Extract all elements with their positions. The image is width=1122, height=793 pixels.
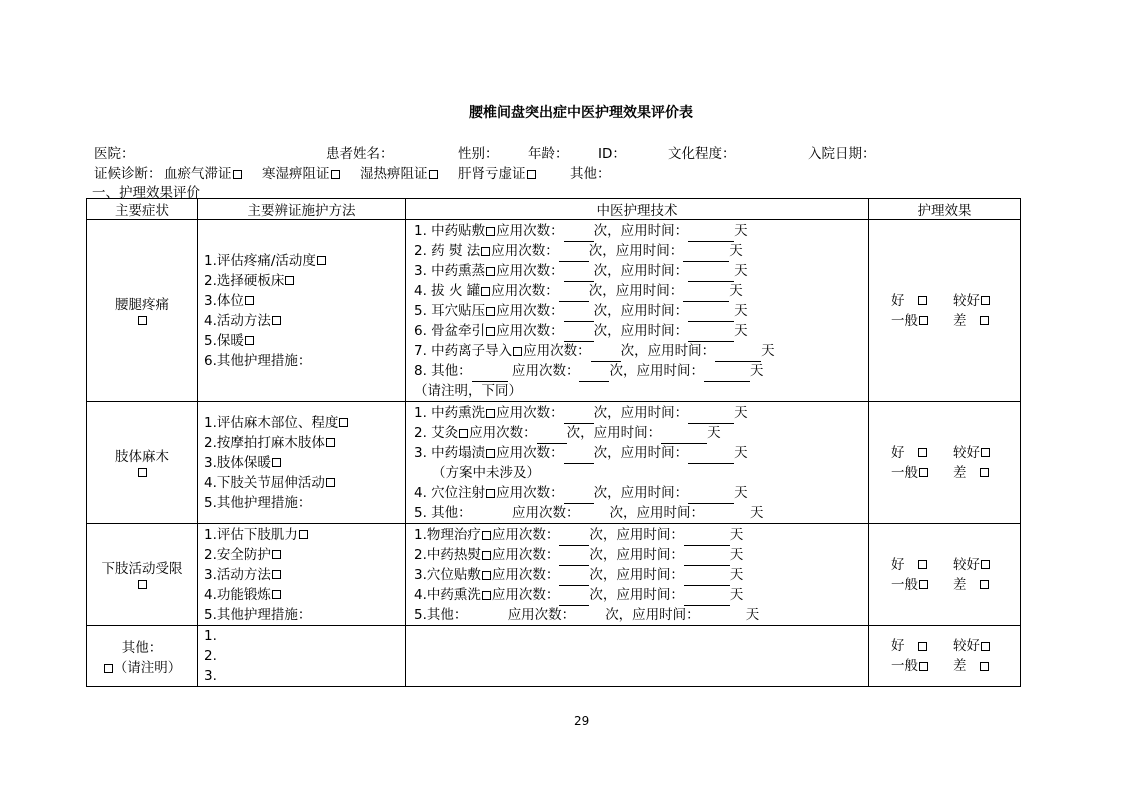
fill-in-blank[interactable] bbox=[575, 605, 605, 626]
count-label: 应用次数： bbox=[496, 223, 564, 239]
fill-in-blank[interactable] bbox=[564, 221, 594, 242]
method-label: 6.其他护理措施： bbox=[204, 352, 312, 369]
evaluation-table bbox=[86, 198, 1021, 687]
effect-poor-checkbox[interactable] bbox=[980, 468, 989, 477]
header-symptom: 主要症状 bbox=[87, 199, 198, 220]
method-label: 4.下肢关节屈伸活动 bbox=[204, 474, 325, 491]
effect-better-label: 较好 bbox=[953, 638, 980, 654]
effect-better-label: 较好 bbox=[953, 556, 980, 573]
fill-in-blank[interactable] bbox=[688, 443, 734, 464]
technique-checkbox[interactable] bbox=[486, 327, 495, 336]
techniques-cell bbox=[406, 626, 869, 687]
symptom-cell bbox=[87, 524, 198, 626]
effect-poor-label: 差 bbox=[953, 658, 967, 674]
day-label: 天 bbox=[729, 243, 743, 259]
effect-poor-checkbox[interactable] bbox=[980, 316, 989, 325]
fill-in-blank[interactable] bbox=[564, 403, 594, 424]
time-label: 次，应用时间： bbox=[588, 243, 684, 259]
count-label: 应用次数： bbox=[491, 567, 560, 583]
effect-cell bbox=[869, 402, 1021, 524]
checkbox-icon bbox=[331, 170, 340, 179]
effect-row bbox=[891, 291, 1020, 311]
count-label: 应用次数： bbox=[491, 283, 559, 299]
time-label: 次，应用时间： bbox=[589, 547, 684, 563]
patient-name-label: 患者姓名： bbox=[326, 146, 394, 162]
time-label: 次，应用时间： bbox=[593, 263, 689, 279]
technique-label: 2.中药热熨 bbox=[414, 547, 481, 563]
method-item bbox=[204, 585, 405, 605]
count-label: 应用次数： bbox=[491, 547, 560, 563]
time-label: 次，应用时间： bbox=[589, 587, 684, 603]
diagnosis-other-label: 其他： bbox=[570, 166, 611, 182]
technique-label: 3. 中药塌渍 bbox=[414, 445, 486, 461]
day-label: 天 bbox=[761, 343, 775, 359]
table-row bbox=[87, 220, 1021, 402]
time-label: 次，应用时间： bbox=[589, 567, 684, 583]
fill-in-blank[interactable] bbox=[661, 423, 707, 444]
fill-in-blank[interactable] bbox=[684, 525, 730, 546]
method-item bbox=[204, 311, 405, 331]
time-label: 次，应用时间： bbox=[588, 283, 684, 299]
checkbox-icon bbox=[233, 170, 242, 179]
technique-note: （方案中未涉及） bbox=[432, 465, 540, 481]
effect-better-label: 较好 bbox=[953, 444, 980, 461]
technique-label: 5. 其他： bbox=[414, 505, 472, 521]
method-item bbox=[204, 291, 405, 311]
fill-in-blank[interactable] bbox=[559, 525, 589, 546]
method-checkbox[interactable] bbox=[339, 418, 348, 427]
symptom-checkbox[interactable] bbox=[104, 664, 113, 673]
table-header-row bbox=[87, 199, 1021, 220]
technique-item bbox=[414, 565, 868, 585]
method-item bbox=[204, 646, 405, 666]
effect-better-label: 较好 bbox=[953, 292, 980, 309]
method-checkbox[interactable] bbox=[272, 458, 281, 467]
time-label: 次，应用时间： bbox=[593, 445, 689, 461]
count-label: 应用次数： bbox=[496, 263, 564, 279]
method-label: 3.活动方法 bbox=[204, 566, 271, 583]
fill-in-blank[interactable] bbox=[537, 423, 567, 444]
count-label: 应用次数： bbox=[523, 343, 591, 359]
day-label: 天 bbox=[734, 263, 748, 279]
fill-in-blank[interactable] bbox=[564, 301, 594, 322]
techniques-cell bbox=[406, 402, 869, 524]
fill-in-blank[interactable] bbox=[591, 341, 621, 362]
day-label: 天 bbox=[729, 283, 743, 299]
effect-poor-checkbox[interactable] bbox=[980, 662, 989, 671]
technique-label: 7. 中药离子导入 bbox=[414, 343, 513, 359]
effect-fair-label: 一般 bbox=[891, 658, 918, 674]
diagnosis-option-4[interactable]: 肝肾亏虚证 bbox=[458, 162, 537, 182]
technique-checkbox[interactable] bbox=[486, 409, 495, 418]
fill-in-blank[interactable] bbox=[684, 565, 730, 586]
effect-good-label: 好 bbox=[891, 444, 905, 461]
fill-in-blank[interactable] bbox=[704, 503, 750, 524]
effect-good-checkbox[interactable] bbox=[918, 296, 927, 305]
fill-in-blank[interactable] bbox=[688, 221, 734, 242]
technique-checkbox[interactable] bbox=[482, 551, 491, 560]
technique-checkbox[interactable] bbox=[486, 267, 495, 276]
technique-note: （请注明，下同） bbox=[414, 383, 522, 399]
method-item bbox=[204, 545, 405, 565]
method-item bbox=[204, 331, 405, 351]
fill-in-blank[interactable] bbox=[715, 341, 761, 362]
effect-fair-checkbox[interactable] bbox=[919, 580, 928, 589]
age-label: 年龄： bbox=[528, 146, 569, 162]
checkbox-icon bbox=[527, 170, 536, 179]
admission-date-label: 入院日期： bbox=[808, 146, 876, 162]
technique-label: 1. 中药贴敷 bbox=[414, 223, 486, 239]
technique-label: 3.穴位贴敷 bbox=[414, 567, 481, 583]
table-row bbox=[87, 626, 1021, 687]
time-label: 次，应用时间： bbox=[620, 343, 716, 359]
fill-in-blank[interactable] bbox=[472, 361, 508, 382]
technique-item bbox=[414, 361, 868, 381]
diagnosis-option-3[interactable]: 湿热痹阻证 bbox=[360, 162, 439, 182]
technique-item bbox=[414, 281, 868, 301]
method-item bbox=[204, 251, 405, 271]
method-label: 4.功能锻炼 bbox=[204, 586, 271, 603]
time-label: 次，应用时间： bbox=[593, 405, 689, 421]
effect-fair-label: 一般 bbox=[891, 576, 918, 593]
methods-cell bbox=[198, 524, 406, 626]
fill-in-blank[interactable] bbox=[564, 261, 594, 282]
day-label: 天 bbox=[745, 607, 760, 623]
effect-good-checkbox[interactable] bbox=[918, 448, 927, 457]
fill-in-blank[interactable] bbox=[688, 301, 734, 322]
method-checkbox[interactable] bbox=[326, 478, 335, 487]
symptom-cell bbox=[87, 402, 198, 524]
method-label: 2. bbox=[204, 648, 217, 664]
effect-poor-label: 差 bbox=[953, 312, 967, 329]
time-label: 次，应用时间： bbox=[593, 485, 689, 501]
education-label: 文化程度： bbox=[668, 146, 736, 162]
effect-fair-checkbox[interactable] bbox=[919, 662, 928, 671]
technique-label: 3. 中药熏蒸 bbox=[414, 263, 486, 279]
fill-in-blank[interactable] bbox=[683, 281, 729, 302]
method-item bbox=[204, 351, 405, 371]
method-label: 2.按摩拍打麻木肢体 bbox=[204, 434, 325, 451]
checkbox-icon bbox=[429, 170, 438, 179]
effect-poor-checkbox[interactable] bbox=[980, 580, 989, 589]
technique-label: 4. 穴位注射 bbox=[414, 485, 486, 501]
fill-in-blank[interactable] bbox=[559, 545, 589, 566]
technique-label: 5. 耳穴贴压 bbox=[414, 303, 486, 319]
symptom-cell bbox=[87, 220, 198, 402]
day-label: 天 bbox=[729, 527, 744, 543]
fill-in-blank[interactable] bbox=[688, 321, 734, 342]
fill-in-blank[interactable] bbox=[559, 565, 589, 586]
techniques-cell bbox=[406, 524, 869, 626]
technique-checkbox[interactable] bbox=[482, 531, 491, 540]
technique-checkbox[interactable] bbox=[482, 571, 491, 580]
effect-row bbox=[891, 636, 1020, 656]
method-item bbox=[204, 413, 405, 433]
effect-poor-label: 差 bbox=[953, 464, 967, 481]
fill-in-blank[interactable] bbox=[467, 605, 503, 626]
diagnosis-label: 证候诊断： bbox=[94, 166, 162, 182]
technique-item bbox=[414, 605, 868, 625]
header-effect: 护理效果 bbox=[869, 199, 1021, 220]
technique-checkbox[interactable] bbox=[482, 591, 491, 600]
technique-item bbox=[414, 261, 868, 281]
header-techniques: 中医护理技术 bbox=[406, 199, 869, 220]
method-item bbox=[204, 525, 405, 545]
day-label: 天 bbox=[734, 405, 748, 421]
method-label: 1.评估疼痛/活动度 bbox=[204, 252, 316, 269]
technique-label: 1.物理治疗 bbox=[414, 527, 481, 543]
technique-item bbox=[414, 525, 868, 545]
effect-better-checkbox[interactable] bbox=[981, 448, 990, 457]
technique-item bbox=[414, 443, 868, 463]
method-label: 2.选择硬板床 bbox=[204, 272, 285, 289]
technique-item bbox=[414, 423, 868, 443]
time-label: 次，应用时间： bbox=[589, 527, 684, 543]
effect-fair-label: 一般 bbox=[891, 312, 918, 329]
count-label: 应用次数： bbox=[469, 425, 537, 441]
effect-good-label: 好 bbox=[891, 556, 905, 573]
effect-good-label: 好 bbox=[891, 292, 905, 309]
technique-item bbox=[414, 221, 868, 241]
method-label: 1. bbox=[204, 628, 217, 644]
fill-in-blank[interactable] bbox=[564, 443, 594, 464]
count-label: 应用次数： bbox=[511, 363, 580, 379]
technique-item bbox=[414, 503, 868, 523]
method-item bbox=[204, 565, 405, 585]
method-label: 3. bbox=[204, 668, 217, 684]
time-label: 次，应用时间： bbox=[609, 363, 704, 379]
effect-row bbox=[891, 575, 1020, 595]
technique-item bbox=[414, 403, 868, 423]
count-label: 应用次数： bbox=[507, 607, 576, 623]
count-label: 应用次数： bbox=[496, 445, 564, 461]
symptom-checkbox[interactable] bbox=[138, 468, 147, 477]
diagnosis-option-2[interactable]: 寒湿痹阻证 bbox=[262, 162, 341, 182]
fill-in-blank[interactable] bbox=[684, 545, 730, 566]
fill-in-blank[interactable] bbox=[700, 605, 746, 626]
effect-fair-checkbox[interactable] bbox=[919, 316, 928, 325]
method-checkbox[interactable] bbox=[272, 550, 281, 559]
technique-label: 2. 药 熨 法 bbox=[414, 243, 481, 259]
technique-item bbox=[414, 585, 868, 605]
count-label: 应用次数： bbox=[491, 243, 559, 259]
day-label: 天 bbox=[729, 547, 744, 563]
method-checkbox[interactable] bbox=[272, 590, 281, 599]
method-label: 2.安全防护 bbox=[204, 546, 271, 563]
method-checkbox[interactable] bbox=[245, 336, 254, 345]
count-label: 应用次数： bbox=[496, 405, 564, 421]
method-label: 4.活动方法 bbox=[204, 312, 271, 329]
effect-row bbox=[891, 443, 1020, 463]
table-row bbox=[87, 524, 1021, 626]
fill-in-blank[interactable] bbox=[688, 403, 734, 424]
count-label: 应用次数： bbox=[491, 527, 560, 543]
symptom-label: 下肢活动受限 bbox=[101, 560, 183, 577]
methods-cell bbox=[198, 402, 406, 524]
method-label: 5.其他护理措施： bbox=[204, 606, 312, 623]
technique-label: 8. 其他： bbox=[414, 363, 472, 379]
fill-in-blank[interactable] bbox=[688, 261, 734, 282]
day-label: 天 bbox=[734, 303, 748, 319]
method-label: 1.评估下肢肌力 bbox=[204, 526, 298, 543]
fill-in-blank[interactable] bbox=[704, 361, 750, 382]
id-label: ID： bbox=[598, 146, 626, 162]
technique-checkbox[interactable] bbox=[486, 489, 495, 498]
fill-in-blank[interactable] bbox=[579, 503, 609, 524]
day-label: 天 bbox=[729, 587, 744, 603]
method-item bbox=[204, 271, 405, 291]
day-label: 天 bbox=[734, 485, 748, 501]
fill-in-blank[interactable] bbox=[559, 241, 589, 262]
fill-in-blank[interactable] bbox=[559, 281, 589, 302]
time-label: 次，应用时间： bbox=[609, 505, 704, 521]
technique-checkbox[interactable] bbox=[486, 449, 495, 458]
day-label: 天 bbox=[734, 323, 748, 339]
effect-better-checkbox[interactable] bbox=[981, 560, 990, 569]
effect-good-checkbox[interactable] bbox=[918, 560, 927, 569]
section-heading: 一、护理效果评价 bbox=[92, 185, 200, 201]
technique-label: 6. 骨盆牵引 bbox=[414, 323, 486, 339]
effect-cell bbox=[869, 220, 1021, 402]
method-item bbox=[204, 666, 405, 686]
count-label: 应用次数： bbox=[511, 505, 580, 521]
technique-label: 4.中药熏洗 bbox=[414, 587, 481, 603]
technique-checkbox[interactable] bbox=[486, 307, 495, 316]
page-number: 29 bbox=[574, 714, 590, 728]
header-methods: 主要辨证施护方法 bbox=[198, 199, 406, 220]
technique-item bbox=[414, 241, 868, 261]
day-label: 天 bbox=[707, 425, 721, 441]
fill-in-blank[interactable] bbox=[564, 321, 594, 342]
day-label: 天 bbox=[749, 363, 764, 379]
technique-label: 4. 拔 火 罐 bbox=[414, 283, 481, 299]
fill-in-blank[interactable] bbox=[683, 241, 729, 262]
effect-row bbox=[891, 463, 1020, 483]
method-label: 5.保暖 bbox=[204, 332, 244, 349]
day-label: 天 bbox=[749, 505, 764, 521]
fill-in-blank[interactable] bbox=[688, 483, 734, 504]
count-label: 应用次数： bbox=[491, 587, 560, 603]
technique-item bbox=[414, 483, 868, 503]
technique-checkbox[interactable] bbox=[513, 347, 522, 356]
count-label: 应用次数： bbox=[496, 323, 564, 339]
effect-fair-checkbox[interactable] bbox=[919, 468, 928, 477]
technique-item bbox=[414, 545, 868, 565]
technique-item bbox=[414, 301, 868, 321]
method-checkbox[interactable] bbox=[272, 570, 281, 579]
methods-cell bbox=[198, 220, 406, 402]
effect-better-checkbox[interactable] bbox=[981, 642, 990, 651]
count-label: 应用次数： bbox=[496, 485, 564, 501]
technique-checkbox[interactable] bbox=[481, 287, 490, 296]
fill-in-blank[interactable] bbox=[684, 585, 730, 606]
method-checkbox[interactable] bbox=[272, 316, 281, 325]
methods-cell bbox=[198, 626, 406, 687]
technique-label: 1. 中药熏洗 bbox=[414, 405, 486, 421]
time-label: 次，应用时间： bbox=[593, 303, 689, 319]
symptom-label: 肢体麻木 bbox=[115, 448, 169, 465]
time-label: 次，应用时间： bbox=[593, 323, 689, 339]
method-label: 3.肢体保暖 bbox=[204, 454, 271, 471]
method-item bbox=[204, 433, 405, 453]
effect-better-checkbox[interactable] bbox=[981, 296, 990, 305]
symptom-label: 其他： bbox=[121, 640, 163, 656]
method-item bbox=[204, 473, 405, 493]
page-title: 腰椎间盘突出症中医护理效果评价表 bbox=[469, 105, 693, 121]
gender-label: 性别： bbox=[458, 146, 499, 162]
technique-label: 2. 艾灸 bbox=[414, 425, 459, 441]
technique-checkbox[interactable] bbox=[459, 429, 468, 438]
method-item bbox=[204, 493, 405, 513]
time-label: 次，应用时间： bbox=[566, 425, 662, 441]
count-label: 应用次数： bbox=[496, 303, 564, 319]
hospital-label: 医院： bbox=[94, 146, 135, 162]
method-item bbox=[204, 626, 405, 646]
day-label: 天 bbox=[729, 567, 744, 583]
fill-in-blank[interactable] bbox=[564, 483, 594, 504]
effect-row bbox=[891, 311, 1020, 331]
technique-checkbox[interactable] bbox=[481, 247, 490, 256]
effect-fair-label: 一般 bbox=[891, 464, 918, 481]
techniques-cell bbox=[406, 220, 869, 402]
effect-cell bbox=[869, 524, 1021, 626]
time-label: 次，应用时间： bbox=[593, 223, 689, 239]
symptom-cell: 其他： （请注明） bbox=[87, 626, 198, 687]
technique-item bbox=[414, 321, 868, 341]
symptom-checkbox[interactable] bbox=[138, 316, 147, 325]
method-item bbox=[204, 453, 405, 473]
fill-in-blank[interactable] bbox=[472, 503, 508, 524]
method-checkbox[interactable] bbox=[326, 438, 335, 447]
day-label: 天 bbox=[734, 445, 748, 461]
method-checkbox[interactable] bbox=[299, 530, 308, 539]
symptom-checkbox[interactable] bbox=[138, 580, 147, 589]
effect-row bbox=[891, 656, 1020, 676]
fill-in-blank[interactable] bbox=[559, 585, 589, 606]
effect-good-checkbox[interactable] bbox=[918, 642, 927, 651]
time-label: 次，应用时间： bbox=[605, 607, 700, 623]
effect-poor-label: 差 bbox=[953, 576, 967, 593]
day-label: 天 bbox=[734, 223, 748, 239]
method-checkbox[interactable] bbox=[317, 256, 326, 265]
symptom-label: 腰腿疼痛 bbox=[115, 296, 169, 313]
effect-good-label: 好 bbox=[891, 638, 905, 654]
technique-checkbox[interactable] bbox=[486, 227, 495, 236]
method-checkbox[interactable] bbox=[245, 296, 254, 305]
method-label: 3.体位 bbox=[204, 292, 244, 309]
method-label: 5.其他护理措施： bbox=[204, 494, 312, 511]
fill-in-blank[interactable] bbox=[579, 361, 609, 382]
table-row bbox=[87, 402, 1021, 524]
method-label: 1.评估麻木部位、程度 bbox=[204, 414, 339, 431]
effect-row bbox=[891, 555, 1020, 575]
method-checkbox[interactable] bbox=[285, 276, 294, 285]
technique-item bbox=[414, 341, 868, 361]
effect-cell bbox=[869, 626, 1021, 687]
method-item bbox=[204, 605, 405, 625]
diagnosis-option-1[interactable]: 血瘀气滞证 bbox=[164, 162, 243, 182]
technique-label: 5.其他： bbox=[414, 607, 468, 623]
